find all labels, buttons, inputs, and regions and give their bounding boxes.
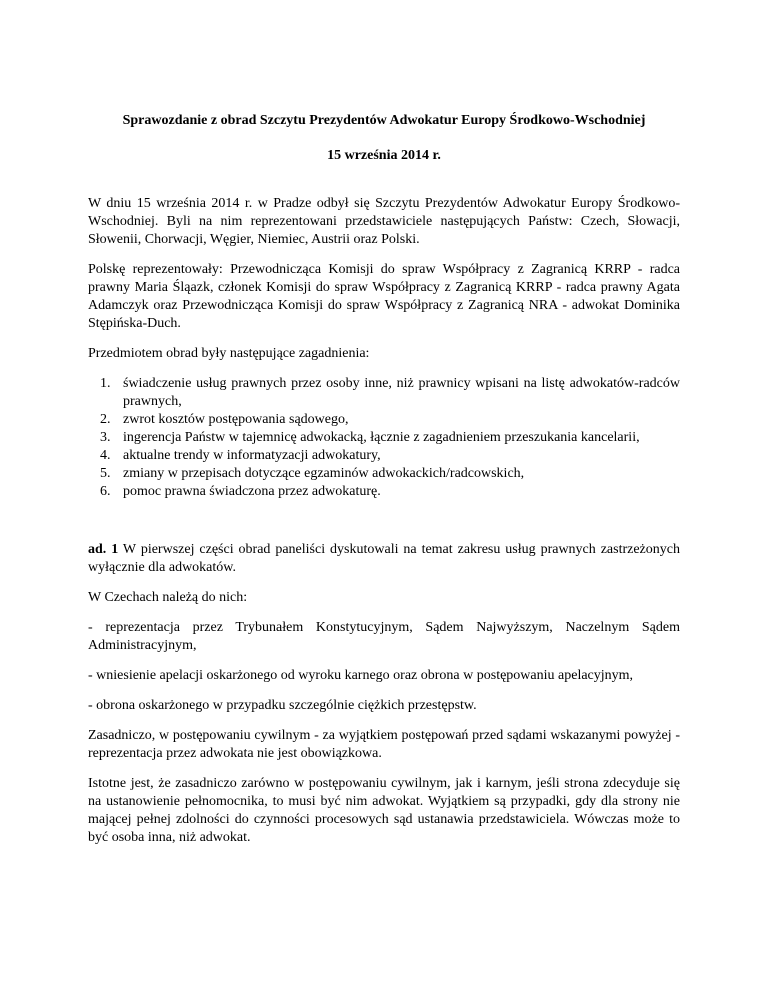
list-item [88,375,680,411]
civil-paragraph: Zasadniczo, w postępowaniu cywilnym - za wyjątkiem postępowań przed sądami wskazanymi powyżej - reprezentacja przez adwokata nie jest obowiązkowa. [88,728,680,761]
section-spacer [88,501,680,541]
document-date: 15 września 2014 r. [327,148,441,163]
czech-intro-paragraph: W Czechach należą do nich: [88,590,248,605]
important-paragraph: Istotne jest, że zasadniczo zarówno w postępowaniu cywilnym, jak i karnym, jeśli strona zdecyduje się na ustanowienie pełnomocnika, to musi być nim adwokat. Wyjątkiem są przypadki, gdy dla strony nie mającej pełnej zdolności do czynności procesowych sąd ustanawia przedstawiciela. Wówczas może to być osoba inna, niż adwokat. [88,776,680,845]
list-item-text: zwrot kosztów postępowania sądowego, [123,412,349,427]
ad1-text: W pierwszej części obrad paneliści dyskutowali na temat zakresu usług prawnych zastrzeżonych wyłącznie dla adwokatów. [88,542,680,575]
list-item-text: zmiany w przepisach dotyczące egzaminów adwokackich/radcowskich, [123,466,525,481]
list-item [88,411,680,429]
list-item [88,447,680,465]
list-item-number: 4. [100,448,111,463]
list-item [88,429,680,447]
list-item-number: 6. [100,484,111,499]
intro-paragraph: W dniu 15 września 2014 r. w Pradze odbył się Szczytu Prezydentów Adwokatur Europy Środkowo-Wschodniej. Byli na nim reprezentowani przedstawiciele następujących Państw: Czech, Słowacji, Słowenii, Chorwacji, Węgier, Niemiec, Austrii oraz Polski. [88,196,680,247]
document-page [88,112,680,859]
list-item-number: 3. [100,430,111,445]
list-item-text: aktualne trendy w informatyzacji adwokatury, [123,448,381,463]
ad1-label: ad. 1 [88,542,119,557]
list-item-text: ingerencja Państw w tajemnicę adwokacką, łącznie z zagadnieniem przeszukania kancelarii, [123,430,640,445]
czech-item-paragraph: - wniesienie apelacji oskarżonego od wyroku karnego oraz obrona w postępowaniu apelacyjnym, [88,668,634,683]
list-item [88,465,680,483]
list-item-number: 2. [100,412,111,427]
topics-intro-paragraph: Przedmiotem obrad były następujące zagadnienia: [88,346,370,361]
document-title: Sprawozdanie z obrad Szczytu Prezydentów Adwokatur Europy Środkowo-Wschodniej [122,113,646,128]
list-item-number: 5. [100,466,111,481]
list-item-text: pomoc prawna świadczona przez adwokaturę. [123,484,381,499]
ad1-paragraph [88,541,680,577]
list-item-number: 1. [100,376,111,391]
list-item-text: świadczenie usług prawnych przez osoby inne, niż prawnicy wpisani na listę adwokatów-radców prawnych, [123,376,680,409]
topics-list [88,375,680,501]
czech-item-paragraph: - obrona oskarżonego w przypadku szczególnie ciężkich przestępstw. [88,698,477,713]
list-item [88,483,680,501]
czech-item-paragraph: - reprezentacja przez Trybunałem Konstytucyjnym, Sądem Najwyższym, Naczelnym Sądem Administracyjnym, [88,620,680,653]
representation-paragraph: Polskę reprezentowały: Przewodnicząca Komisji do spraw Współpracy z Zagranicą KRRP - radca prawny Maria Śląazk, członek Komisji do spraw Współpracy z Zagranicą KRRP - radca prawny Agata Adamczyk oraz Przewodnicząca Komisji do spraw Współpracy z Zagranicą NRA - adwokat Dominika Stępińska-Duch. [88,262,680,331]
